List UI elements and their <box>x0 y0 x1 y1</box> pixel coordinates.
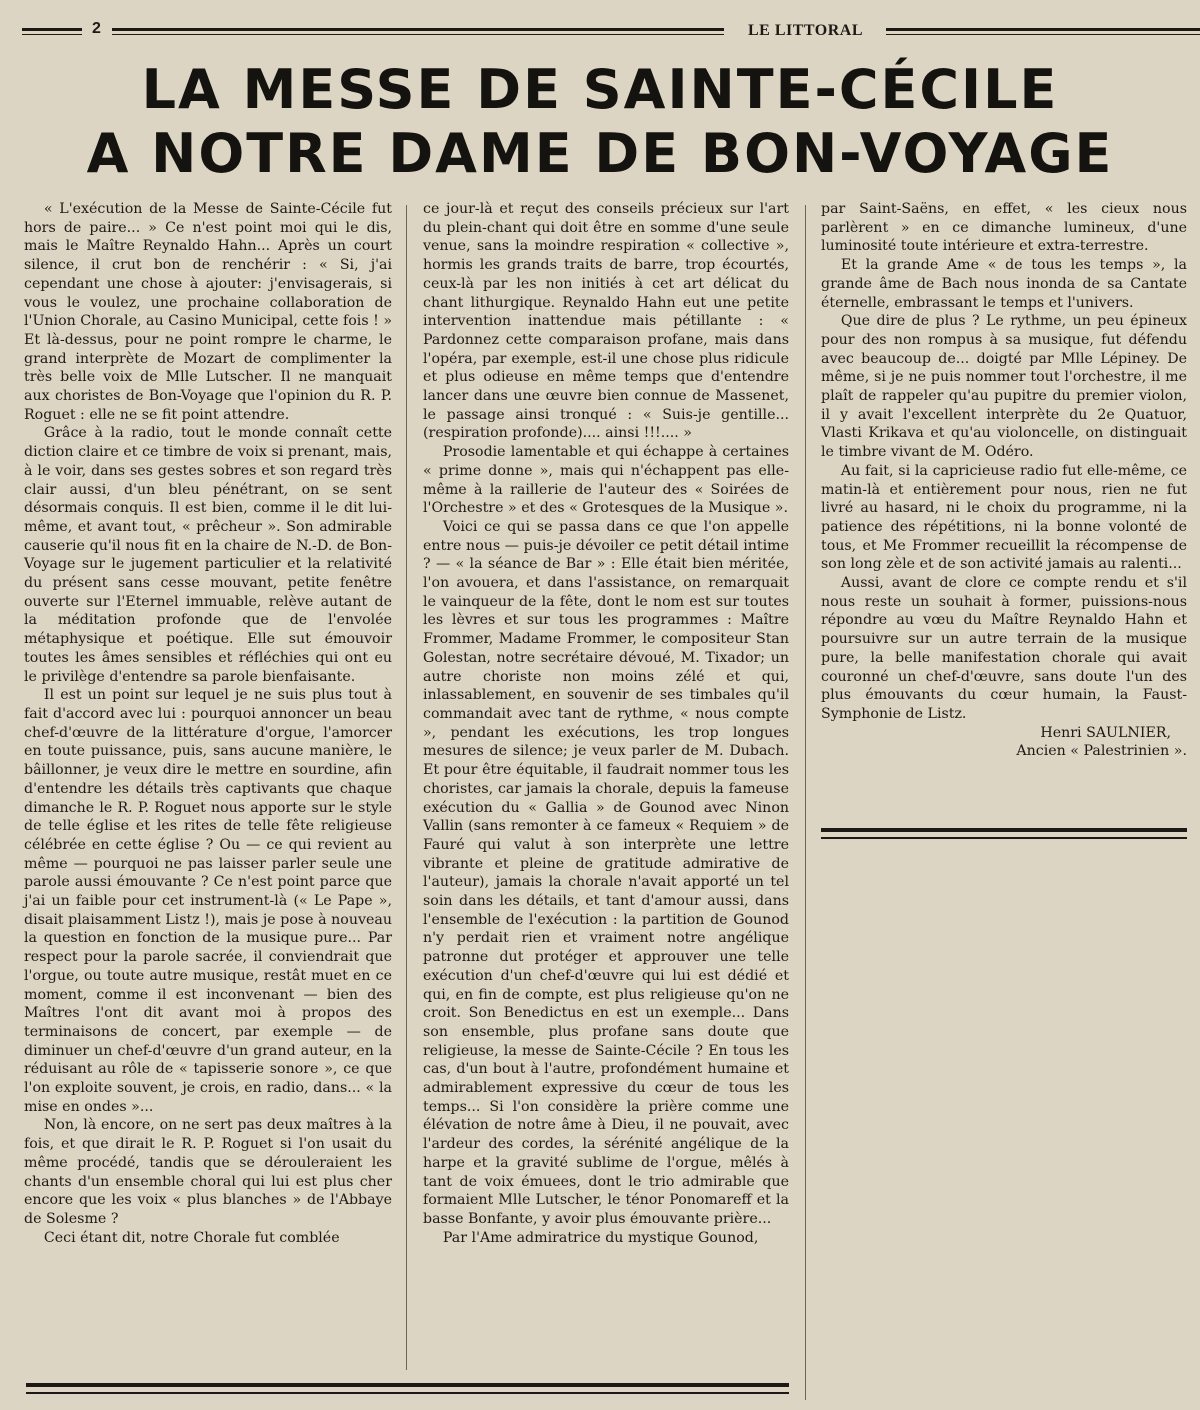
bottom-rule <box>26 1383 789 1387</box>
paragraph: Aussi, avant de clore ce compte rendu et s'il nous reste un souhait à former, puissions-nous répondre au vœu du Maître Reynaldo Hahn et poursuivre sur un autre terrain de la musique pure, la belle manifestation chorale qui avait couronné un chef-d'œuvre, sans doute l'un des plus émouvants du cœur humain, la Faust-Symphonie de Listz. <box>821 575 1187 722</box>
column-divider-1 <box>406 205 407 1370</box>
headline-line-1: LA MESSE DE SAINTE-CÉCILE <box>141 58 1059 121</box>
article-column-2 <box>423 200 789 1247</box>
paragraph: Voici ce qui se passa dans ce que l'on appelle entre nous — puis-je dévoiler ce petit détail intime ? — « la séance de Bar » : Elle était bien méritée, l'on avouera, et dans l'assistance, on remarquait le vainqueur de la fête, dont le nom est sur toutes les lèvres et sur tous les programmes : Maître Frommer, Madame Frommer, le compositeur Stan Golestan, notre secrétaire dévoué, M. Tixador; un autre choriste non moins zélé et qui, inlassablement, en souvenir de ses timbales qu'il commandait avec tant de rythme, « nous compte », pendant les exécutions, les trop longues mesures de silence; je veux parler de M. Dubach. Et pour être équitable, il faudrait nommer tous les choristes, car jamais la chorale, depuis la fameuse exécution du « Gallia » de Gounod avec Ninon Vallin (sans remonter à ce fameux « Requiem » de Fauré qui valut à son interprète une lettre vibrante et pleine de gratitude admirative de l'auteur), jamais la chorale n'avait apporté un tel soin dans les détails, et tant d'amour aussi, dans l'ensemble de l'exécution : la partition de Gounod n'y perdait rien et vraiment notre angélique patronne dut protéger et approuver une telle exécution d'un chef-d'œuvre qui lui est dédié et qui, en fin de compte, est plus religieuse qu'on ne croit. Son Benedictus en est un exemple... Dans son ensemble, plus profane sans doute que religieuse, la messe de Sainte-Cécile ? En tous les cas, d'un bout à l'autre, profondément humaine et admirablement expressive du cœur de tous les temps... Si l'on considère la prière comme une élévation de notre âme à Dieu, il ne pouvait, avec l'ardeur des cordes, la sérénité angélique de la harpe et la gravité sublime de l'orgue, mêlés à tant de voix émuees, dont le trio admirable que formaient Mlle Lutscher, le ténor Ponomareff et la basse Bonfante, y avoir plus émouvante prière... <box>423 518 789 1227</box>
article-column-3 <box>821 200 1187 761</box>
paragraph: par Saint-Saëns, en effet, « les cieux nous parlèrent » en ce dimanche lumineux, d'une luminosité toute intérieure et extra-terrestre. <box>821 201 1187 255</box>
paragraph: Que dire de plus ? Le rythme, un peu épineux pour des non rompus à sa musique, fut défendu avec beaucoup de... doigté par Mlle Lépiney. De même, si je ne puis nommer tout l'orchestre, il me plaît de rappeler qu'au pupitre du premier violon, il y avait l'excellent interprète du 2e Quatuor, Vlasti Krikava et qu'au violoncelle, on distinguait le timbre vivant de M. Odéro. <box>821 313 1187 461</box>
header-rule-middle-thin <box>112 34 724 35</box>
headline-line-2: A NOTRE DAME DE BON-VOYAGE <box>86 122 1114 185</box>
paragraph: Par l'Ame admiratrice du mystique Gounod, <box>442 1229 759 1246</box>
paragraph: ce jour-là et reçut des conseils précieux sur l'art du plein-chant qui doit être en somme d'une seule venue, sans la moindre respiration « collective », hormis les grands traits de barre, trop écourtés, ceux-là par les non initiés à cet art délicat du chant lithurgique. Reynaldo Hahn eut une petite intervention inattendue mais pétillante : « Pardonnez cette comparaison profane, mais dans l'opéra, par exemple, est-il une chose plus ridicule et plus odieuse en même temps que d'entendre lancer dans une œuvre bien connue de Massenet, le passage ainsi tronqué : « Suis-je gentille... (respiration profonde).... ainsi !!!.... » <box>423 201 789 442</box>
paragraph: Au fait, si la capricieuse radio fut elle-même, ce matin-là et entièrement pour nous, rien ne fut livré au hasard, ni le choix du programme, ni la patience des répétitions, ni la bonne volonté de tous, et Me Frommer recueillit la récompense de son long zèle et de son activité jamais au ralenti... <box>821 462 1187 573</box>
paragraph: Prosodie lamentable et qui échappe à certaines « prime donne », mais qui n'échappent pas elle-même à la raillerie de l'auteur des « Soirées de l'Orchestre » et des « Grotesques de la Musique ». <box>423 444 789 517</box>
newspaper-name: LE LITTORAL <box>748 22 864 39</box>
page-number: 2 <box>92 20 101 37</box>
paragraph: Il est un point sur lequel je ne suis plus tout à fait d'accord avec lui : pourquoi annoncer un beau chef-d'œuvre de la littérature d'orgue, l'amorcer en toute puissance, puis, sans aucune manière, le bâillonner, je veux dire le mettre en sourdine, afin d'entendre les détails très captivants que chaque dimanche le R. P. Roguet nous apporte sur le style de telle église et les rites de telle fête religieuse célébrée en cette église ? Ou — ce qui revient au même — pourquoi ne pas laisser parler seule une parole aussi émouvante ? Ce n'est point parce que j'ai un faible pour cet instrument-là (« Le Pape », disait plaisamment Listz !), mais je pose à nouveau la question en fonction de la musique pure... Par respect pour la parole sacrée, il conviendrait que l'orgue, ou toute autre musique, restât muet en ce moment, comme il est inconvenant — bien des Maîtres l'ont dit avant moi à propos des terminaisons de concert, par exemple — de diminuer un chef-d'œuvre d'un grand auteur, en la réduisant au rôle de « tapisserie sonore », ce que l'on exploite souvent, je crois, en radio, dans... « la mise en ondes »... <box>24 687 392 1115</box>
column-divider-2 <box>805 205 806 1400</box>
article-end-rule <box>821 828 1187 832</box>
header-rule-right-thin <box>886 34 1200 35</box>
paragraph: Ceci étant dit, notre Chorale fut comblée <box>43 1229 340 1246</box>
article-column-1 <box>24 200 392 1247</box>
paragraph: « L'exécution de la Messe de Sainte-Cécile fut hors de paire... » Ce n'est point moi qui le dis, mais le Maître Reynaldo Hahn... Après un court silence, il crut bon de renchérir : « Si, j'ai cependant une chose à ajouter: j'envisagerais, si vous le voulez, une prochaine collaboration de l'Union Chorale, au Casino Municipal, cette fois ! » Et là-dessus, pour ne point rompre le charme, le grand interprète de Mozart de complimenter la très belle voix de Mlle Lutscher. Il ne manquait aux choristes de Bon-Voyage que l'opinion du R. P. Roguet : elle ne se fit point attendre. <box>24 201 392 423</box>
header-rule-left-thin <box>22 34 82 35</box>
paragraph: Et la grande Ame « de tous les temps », la grande âme de Bach nous inonda de sa Cantate éternelle, embrassant le temps et l'univers. <box>821 257 1187 311</box>
bottom-rule-thin <box>26 1392 789 1394</box>
header-rule-left <box>22 28 82 31</box>
author-title: Ancien « Palestrinien ». <box>1016 743 1187 760</box>
page-header <box>22 22 1200 44</box>
author-signature: Henri SAULNIER, <box>1040 724 1171 741</box>
paragraph: Non, là encore, on ne sert pas deux maîtres à la fois, et que dirait le R. P. Roguet si l'on usait du même procédé, tandis que se dérouleraient les chants d'un ensemble choral qui lui est plus cher encore que les voix « plus blanches » de l'Abbaye de Solesme ? <box>24 1117 392 1227</box>
article-end-rule-thin <box>821 837 1187 839</box>
header-rule-middle <box>112 28 724 31</box>
header-rule-right <box>886 28 1200 31</box>
paragraph: Grâce à la radio, tout le monde connaît cette diction claire et ce timbre de voix si prenant, mais, à le voir, dans ses gestes sobres et son regard très clair aussi, d'un bleu pénétrant, on se sent désormais conquis. Il est bien, comme il le dit lui-même, et avant tout, « prêcheur ». Son admirable causerie qu'il nous fit en la chaire de N.-D. de Bon-Voyage sur le jugement particulier et la relativité du présent sans cesse mouvant, petite fenêtre ouverte sur l'Eternel immuable, relève autant de la méditation profonde que de l'envolée métaphysique et poétique. Elle sut émouvoir toutes les âmes sensibles et réfléchies qui ont eu le privilège d'entendre sa parole bienfaisante. <box>24 425 392 685</box>
